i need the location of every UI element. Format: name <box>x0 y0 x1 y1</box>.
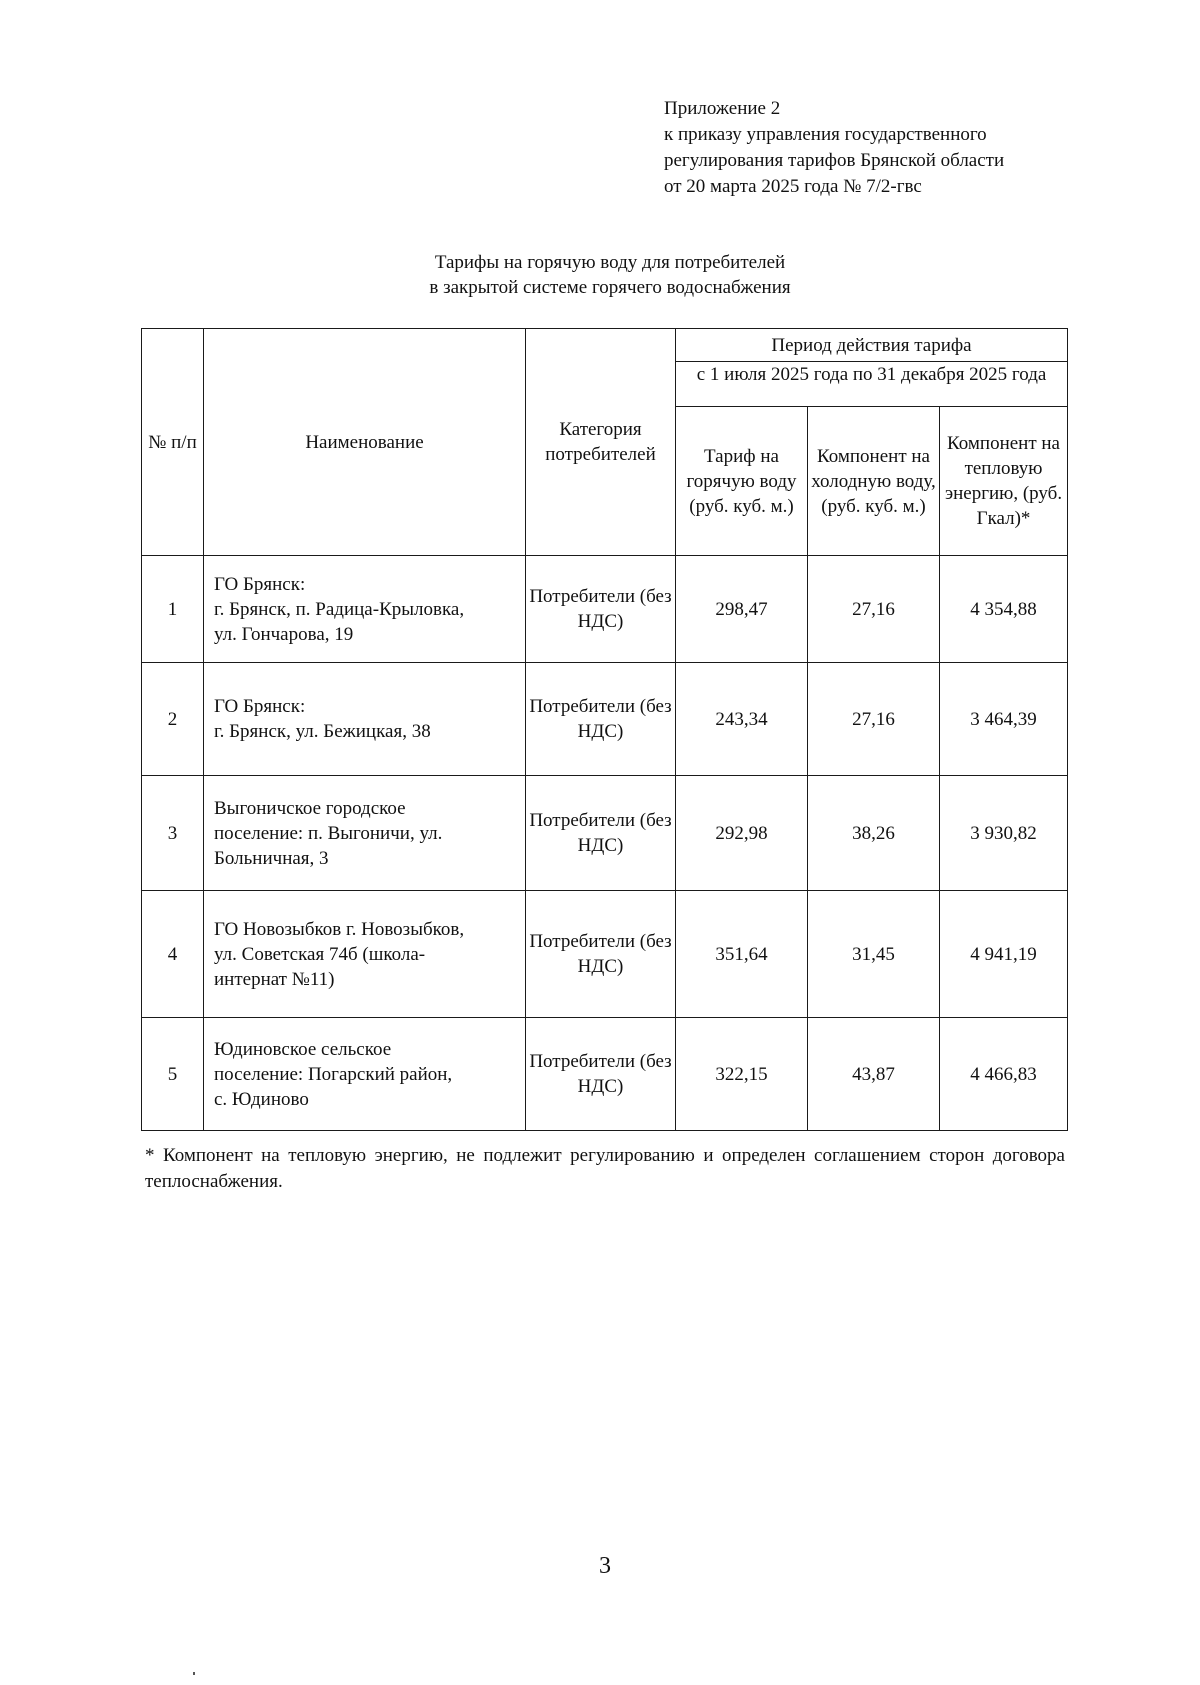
row-name-line: Юдиновское сельское <box>214 1038 392 1060</box>
title-line-2: в закрытой системе горячего водоснабжения <box>429 277 791 298</box>
table-row <box>142 776 1068 891</box>
row-name <box>204 776 526 891</box>
row-tariff: 322,15 <box>676 1018 808 1131</box>
row-name-line: ГО Новозыбков г. Новозыбков, <box>214 918 465 940</box>
row-name <box>204 663 526 776</box>
header-category: Категория потребителей <box>526 329 676 556</box>
scan-speck <box>193 1672 195 1675</box>
row-heat-energy: 4 354,88 <box>940 556 1068 663</box>
title-line-1: Тарифы на горячую воду для потребителей <box>434 252 786 273</box>
header-num: № п/п <box>142 329 204 556</box>
row-name <box>204 891 526 1018</box>
row-heat-energy: 4 941,19 <box>940 891 1068 1018</box>
row-category: Потребители (без НДС) <box>526 1018 676 1131</box>
row-name-line: ГО Брянск: <box>214 696 306 717</box>
row-heat-energy: 3 930,82 <box>940 776 1068 891</box>
footnote: * Компонент на тепловую энергию, не подлежит регулированию и определен соглашением сторон договора теплоснабжения. <box>145 1145 1065 1192</box>
row-num: 5 <box>142 1018 204 1131</box>
row-name <box>204 1018 526 1131</box>
row-cold-water: 43,87 <box>808 1018 940 1131</box>
row-name-line: г. Брянск, ул. Бежицкая, 38 <box>214 721 431 742</box>
page-number: 3 <box>599 1553 611 1579</box>
row-name-line: поселение: п. Выгоничи, ул. <box>214 822 443 844</box>
row-name-line: ул. Советская 74б (школа- <box>214 943 426 965</box>
row-name-line: ул. Гончарова, 19 <box>214 623 354 645</box>
appendix-line-2: к приказу управления государственного <box>664 124 987 145</box>
row-name-line: с. Юдиново <box>214 1088 309 1110</box>
header-name: Наименование <box>204 329 526 556</box>
row-category: Потребители (без НДС) <box>526 891 676 1018</box>
tariffs-table <box>141 328 1068 1131</box>
row-cold-water: 27,16 <box>808 663 940 776</box>
header-period: Период действия тарифа <box>676 329 1068 362</box>
row-heat-energy: 3 464,39 <box>940 663 1068 776</box>
row-tariff: 298,47 <box>676 556 808 663</box>
row-num: 2 <box>142 663 204 776</box>
row-name-line: интернат №11) <box>214 968 335 990</box>
row-name-line: г. Брянск, п. Радица-Крыловка, <box>214 598 465 620</box>
row-name <box>204 556 526 663</box>
row-category: Потребители (без НДС) <box>526 663 676 776</box>
header-cold-water: Компонент на холодную воду, (руб. куб. м.) <box>808 407 940 556</box>
appendix-line-1: Приложение 2 <box>664 98 781 119</box>
header-dates: с 1 июля 2025 года по 31 декабря 2025 года <box>676 362 1068 407</box>
header-heat-energy: Компонент на тепловую энергию, (руб. Гкал)* <box>940 407 1068 556</box>
header-tariff: Тариф на горячую воду (руб. куб. м.) <box>676 407 808 556</box>
table-row <box>142 556 1068 663</box>
row-cold-water: 38,26 <box>808 776 940 891</box>
row-cold-water: 27,16 <box>808 556 940 663</box>
row-tariff: 351,64 <box>676 891 808 1018</box>
row-num: 1 <box>142 556 204 663</box>
appendix-line-3: регулирования тарифов Брянской области <box>664 150 1005 171</box>
row-category: Потребители (без НДС) <box>526 776 676 891</box>
table-row <box>142 663 1068 776</box>
document-title <box>300 250 920 300</box>
row-name-line: ГО Брянск: <box>214 573 306 595</box>
appendix-line-4: от 20 марта 2025 года № 7/2-гвс <box>664 176 922 197</box>
row-tariff: 292,98 <box>676 776 808 891</box>
row-heat-energy: 4 466,83 <box>940 1018 1068 1131</box>
row-name-line: Выгоничское городское <box>214 797 406 819</box>
row-cold-water: 31,45 <box>808 891 940 1018</box>
row-num: 4 <box>142 891 204 1018</box>
row-tariff: 243,34 <box>676 663 808 776</box>
table-row <box>142 891 1068 1018</box>
appendix-header <box>664 96 1094 200</box>
row-name-line: поселение: Погарский район, <box>214 1063 453 1085</box>
row-category: Потребители (без НДС) <box>526 556 676 663</box>
row-name-line: Больничная, 3 <box>214 847 329 869</box>
row-num: 3 <box>142 776 204 891</box>
table-row <box>142 1018 1068 1131</box>
